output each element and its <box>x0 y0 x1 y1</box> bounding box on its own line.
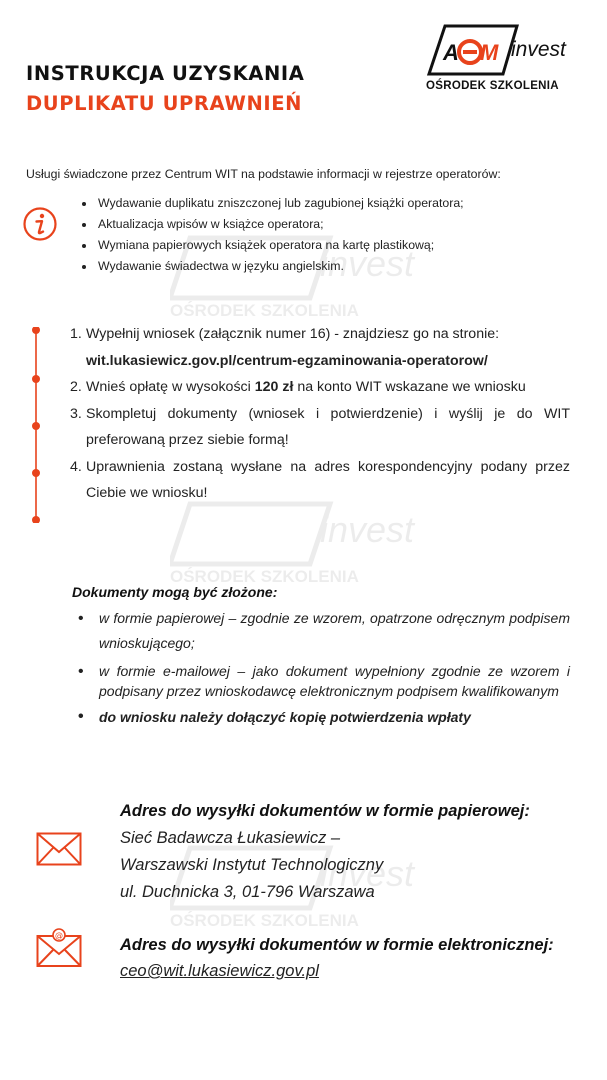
logo-subtitle: OŚRODEK SZKOLENIA <box>426 80 559 92</box>
documents-list <box>72 606 570 733</box>
step-item <box>70 321 570 374</box>
email-address-heading: Adres do wysyłki dokumentów w formie elektronicznej: <box>120 936 554 954</box>
page-title: INSTRUKCJA UZYSKANIA <box>26 62 305 85</box>
step-item <box>70 374 570 401</box>
list-item: • Wydawanie duplikatu zniszczonej lub zagubionej książki operatora; <box>96 193 464 214</box>
address-line: Warszawski Instytut Technologiczny <box>120 856 384 874</box>
svg-text:OŚRODEK SZKOLENIA: OŚRODEK SZKOLENIA <box>170 567 359 584</box>
step-item <box>70 454 570 507</box>
list-item: • w formie papierowej – zgodnie ze wzorem, opatrzone odręcznym podpisem wnioskującego; <box>72 606 570 656</box>
list-item: • Aktualizacja wpisów w książce operatora; <box>96 214 464 235</box>
svg-text:invest: invest <box>320 853 415 894</box>
envelope-icon <box>36 832 82 866</box>
step-item <box>70 401 570 454</box>
services-intro: Usługi świadczone przez Centrum WIT na podstawie informacji w rejestrze operatorów: <box>26 167 501 181</box>
svg-text:A: A <box>443 40 459 65</box>
step-text: Wypełnij wniosek (załącznik numer 16) - znajdziesz go na stronie: <box>86 326 500 342</box>
svg-text:OŚRODEK SZKOLENIA: OŚRODEK SZKOLENIA <box>170 301 359 318</box>
step-text: Uprawnienia zostaną wysłane na adres korespondencyjny podany przez Ciebie we wniosku! <box>86 458 570 501</box>
address-line: ul. Duchnicka 3, 01-796 Warszawa <box>120 883 375 901</box>
list-item: • do wniosku należy dołączyć kopię potwierdzenia wpłaty <box>72 707 570 727</box>
step-number: 1. <box>70 326 82 342</box>
email-envelope-icon <box>36 928 82 968</box>
services-list <box>78 193 464 277</box>
svg-text:invest: invest <box>320 243 415 284</box>
list-item: • w formie e-mailowej – jako dokument wypełniony zgodnie ze wzorem i podpisany przez wnioskodawcę elektronicznym podpisem kwalifikowanym <box>72 662 570 701</box>
address-line: Sieć Badawcza Łukasiewicz – <box>120 829 341 847</box>
steps-list <box>70 321 570 507</box>
application-link[interactable]: wit.lukasiewicz.gov.pl/centrum-egzaminowania-operatorow/ <box>86 352 488 369</box>
logo-text: invest <box>511 38 566 61</box>
svg-text:@: @ <box>55 931 63 940</box>
paper-address-heading: Adres do wysyłki dokumentów w formie papierowej: <box>120 802 530 820</box>
list-item: • Wydawanie świadectwa w języku angielskim. <box>96 256 464 277</box>
info-icon <box>22 206 58 242</box>
step-number: 4. <box>70 458 82 475</box>
steps-timeline <box>30 327 42 523</box>
svg-text:M: M <box>480 40 499 65</box>
svg-text:OŚRODEK SZKOLENIA: OŚRODEK SZKOLENIA <box>170 911 359 928</box>
step-text: Wnieś opłatę w wysokości <box>86 379 255 395</box>
page-subtitle: DUPLIKATU UPRAWNIEŃ <box>26 92 303 115</box>
step-number: 2. <box>70 379 82 395</box>
step-text: na konto WIT wskazane we wniosku <box>293 379 526 395</box>
documents-title: Dokumenty mogą być złożone: <box>72 584 278 600</box>
svg-text:invest: invest <box>320 509 415 550</box>
step-number: 3. <box>70 405 82 422</box>
fee-amount: 120 zł <box>254 379 294 395</box>
list-item: • Wymiana papierowych książek operatora na kartę plastikową; <box>96 235 464 256</box>
watermark-logo <box>170 494 440 584</box>
email-link[interactable]: ceo@wit.lukasiewicz.gov.pl <box>120 962 319 980</box>
step-text: Skompletuj dokumenty (wniosek i potwierdzenie) i wyślij je do WIT preferowaną przez siebie formą! <box>86 405 570 448</box>
